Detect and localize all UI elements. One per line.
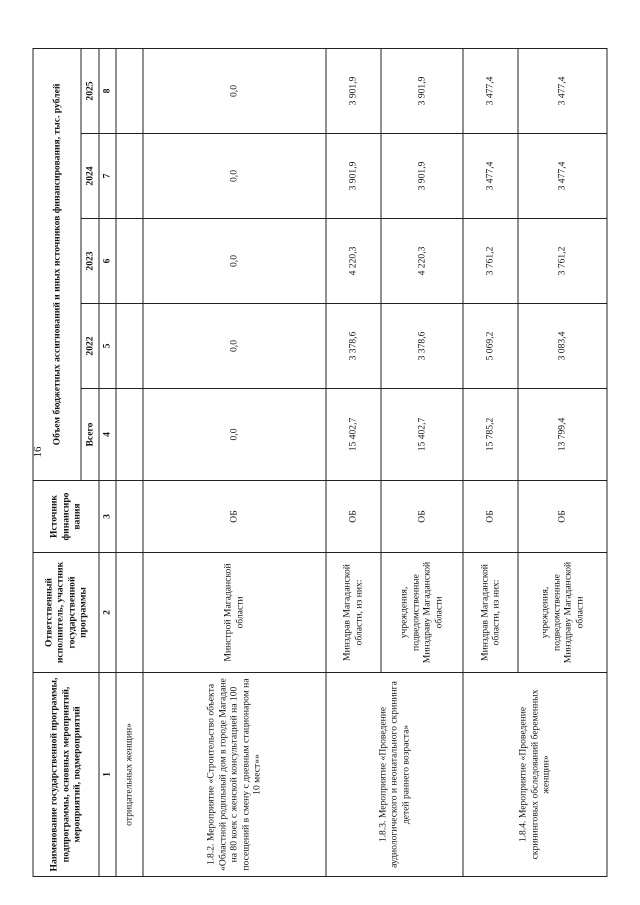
row-responsible: Минстрой Магаданской области (143, 553, 326, 673)
value-2024: 0,0 (143, 134, 326, 219)
value-2022: 3 378,6 (381, 304, 464, 389)
header-year: 2025 (81, 48, 99, 133)
value-2024: 3 477,4 (463, 134, 518, 219)
header-total: Всего (81, 389, 99, 481)
value-total: 15 402,7 (326, 389, 381, 481)
row-source: ОБ (463, 481, 518, 553)
value-2025: 3 477,4 (463, 48, 518, 133)
header-volume: Объем бюджетных ассигнований и иных источников финансирования, тыс. рублей (33, 48, 81, 480)
column-number: 5 (99, 304, 116, 389)
row-source-sub: ОБ (518, 481, 607, 553)
column-number: 3 (99, 481, 116, 553)
header-source: Источник финансиро вания (33, 481, 99, 553)
value-total: 13 799,4 (518, 389, 607, 481)
value-2024: 3 477,4 (518, 134, 607, 219)
value-2024: 3 901,9 (326, 134, 381, 219)
value-total: 15 402,7 (381, 389, 464, 481)
row-name: 1.8.3. Мероприятие «Проведение аудиологического и неонатального скрининга детей раннего возраста» (326, 673, 464, 877)
value-2024 (116, 134, 144, 219)
column-number: 6 (99, 219, 116, 304)
value-2022: 5 069,2 (463, 304, 518, 389)
row-name: 1.8.2. Мероприятие «Строительство объекта «Областной родильный дом в городе Магадане на 80 коек с женской консультацией на 100 посещений в смену с дневным стационаром на 10 мест»» (143, 673, 326, 877)
row-source-sub: ОБ (381, 481, 464, 553)
table-row (326, 48, 381, 876)
value-2025: 3 901,9 (381, 48, 464, 133)
budget-table (33, 48, 608, 877)
row-responsible-sub: учреждения, подведомственные Минздраву Магаданской области (518, 553, 607, 673)
table-row (116, 48, 144, 876)
column-number: 8 (99, 48, 116, 133)
rotated-table-wrapper (33, 49, 608, 877)
column-number: 4 (99, 389, 116, 481)
table-row (463, 48, 518, 876)
column-number: 2 (99, 553, 116, 673)
row-name: 1.8.4. Мероприятие «Проведение скрининговых обследований беременных женщин» (463, 673, 607, 877)
row-responsible: Минздрав Магаданской области, из них: (326, 553, 381, 673)
value-2023: 3 761,2 (463, 219, 518, 304)
row-name: отрицательных женщин» (116, 673, 144, 877)
value-2025: 3 477,4 (518, 48, 607, 133)
value-2023: 3 761,2 (518, 219, 607, 304)
value-2022: 0,0 (143, 304, 326, 389)
header-name: Наименование государственной программы, подпрограммы, основных мероприятий, мероприятий, подмероприятий (33, 673, 99, 877)
value-total: 0,0 (143, 389, 326, 481)
column-number: 7 (99, 134, 116, 219)
header-year: 2023 (81, 219, 99, 304)
row-source: ОБ (326, 481, 381, 553)
value-2022 (116, 304, 144, 389)
header-year: 2024 (81, 134, 99, 219)
value-2024: 3 901,9 (381, 134, 464, 219)
value-2023: 4 220,3 (381, 219, 464, 304)
value-2023: 4 220,3 (326, 219, 381, 304)
table-row (143, 48, 326, 876)
value-2025 (116, 48, 144, 133)
header-year: 2022 (81, 304, 99, 389)
row-responsible-sub: учреждения, подведомственные Минздраву Магаданской области (381, 553, 464, 673)
value-2023 (116, 219, 144, 304)
page-number: 16 (32, 446, 44, 458)
row-source (116, 481, 144, 553)
value-2025: 0,0 (143, 48, 326, 133)
value-total: 15 785,2 (463, 389, 518, 481)
value-2022: 3 083,4 (518, 304, 607, 389)
row-responsible: Минздрав Магаданской области, из них: (463, 553, 518, 673)
value-2023: 0,0 (143, 219, 326, 304)
row-responsible (116, 553, 144, 673)
value-2022: 3 378,6 (326, 304, 381, 389)
value-2025: 3 901,9 (326, 48, 381, 133)
row-source: ОБ (143, 481, 326, 553)
header-responsible: Ответственный исполнитель, участник государственной программы (33, 553, 99, 673)
value-total (116, 389, 144, 481)
column-number: 1 (99, 673, 116, 877)
